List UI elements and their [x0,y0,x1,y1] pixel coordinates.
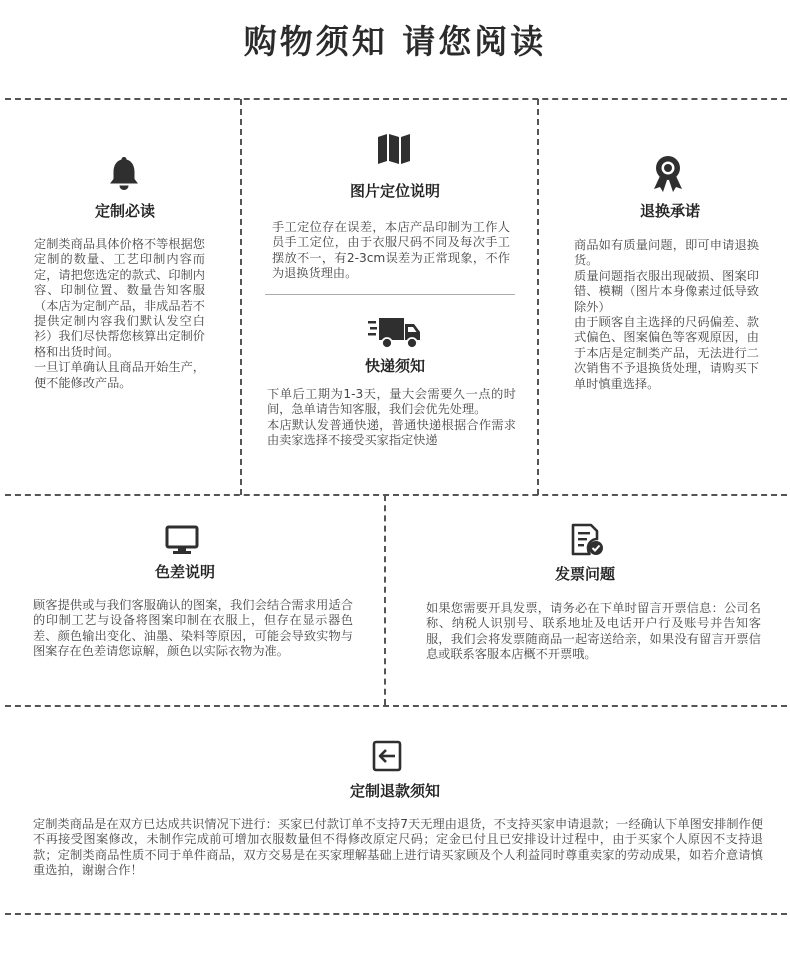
divider-center-inner [265,294,515,295]
section-body [272,220,510,282]
divider-lower [5,705,787,707]
paragraph: 顾客提供或与我们客服确认的图案，我们会结合需求用适合的印制工艺与设备将图案印制在衣服上，但存在显示器色差、颜色输出变化、油墨、染料等原因，可能会导致实物与图案存在色差请您谅解，颜色以实际衣物为准。 [33,598,353,659]
section-heading: 定制必读 [94,202,155,220]
monitor-icon [165,525,199,555]
map-icon [377,133,411,165]
section-heading: 色差说明 [154,563,215,581]
section-body [33,817,763,879]
section-body [426,601,761,663]
invoice-icon [570,523,604,557]
section-body [267,387,516,449]
bell-icon [107,155,141,191]
divider-top [5,98,787,100]
section-heading: 发票问题 [554,565,615,583]
award-icon [651,155,685,193]
truck-icon [368,316,422,350]
paragraph: 由于顾客自主选择的尺码偏差、款式偏色、图案偏色等客观原因，由于本店是定制类产品，无法进行二次销售不予退换货处理，请购买下单时慎重选择。 [574,315,759,391]
divider-col-3 [384,495,386,705]
paragraph: 本店默认发普通快递，普通快递根据合作需求由卖家选择不接受买家指定快递 [267,417,516,448]
divider-col-2 [537,99,539,495]
section-body [34,237,205,391]
paragraph: 定制类商品具体价格不等根据您定制的数量、工艺印制内容而定，请把您选定的款式、印制内容、印制位置、数量告知客服（本店为定制产品，非成品若不提供定制内容我们默认发空白衫）我们尽快帮您核算出定制价格和出货时间。 [34,237,205,359]
paragraph: 商品如有质量问题，即可申请退换货。 [574,238,759,268]
paragraph: 一旦订单确认且商品开始生产，便不能修改产品。 [34,360,205,390]
paragraph: 质量问题指衣服出现破损、图案印错、模糊（图片本身像素过低导致除外） [574,268,759,314]
divider-middle [5,494,787,496]
section-heading: 退换承诺 [639,202,700,220]
paragraph: 如果您需要开具发票，请务必在下单时留言开票信息：公司名称、纳税人识别号、联系地址及电话开户行及账号并告知客服，我们会将发票随商品一起寄送给亲，如果没有留言开票信息或联系客服本店概不开票哦。 [426,601,761,662]
section-body [574,238,759,392]
divider-bottom [5,913,787,915]
paragraph: 下单后工期为1-3天，量大会需要久一点的时间，急单请告知客服，我们会优先处理。 [267,387,516,417]
section-heading: 图片定位说明 [349,182,440,200]
paragraph: 定制类商品是在双方已达成共识情况下进行：买家已付款订单不支持7天无理由退货，不支持买家申请退款；一经确认下单图安排制作便不再接受图案修改，未制作完成前可增加衣服数量但不得修改原定尺码；定金已付且已安排设计过程中，由于买家个人原因不支持退款；定制类商品性质不同于单件商品，双方交易是在买家理解基础上进行请买家顾及个人利益同时尊重卖家的劳动成果，如若介意请慎重选拍，谢谢合作！ [33,817,763,878]
section-heading: 快递须知 [364,357,425,375]
paragraph: 手工定位存在误差，本店产品印制为工作人员手工定位，由于衣服尺码不同及每次手工摆放不一，有2-3cm误差为正常现象，不作为退换货理由。 [272,220,510,281]
section-body [33,598,353,660]
page-title: 购物须知 请您阅读 [243,22,547,61]
return-arrow-icon [372,740,404,772]
section-heading: 定制退款须知 [349,782,440,800]
divider-col-1 [240,99,242,495]
